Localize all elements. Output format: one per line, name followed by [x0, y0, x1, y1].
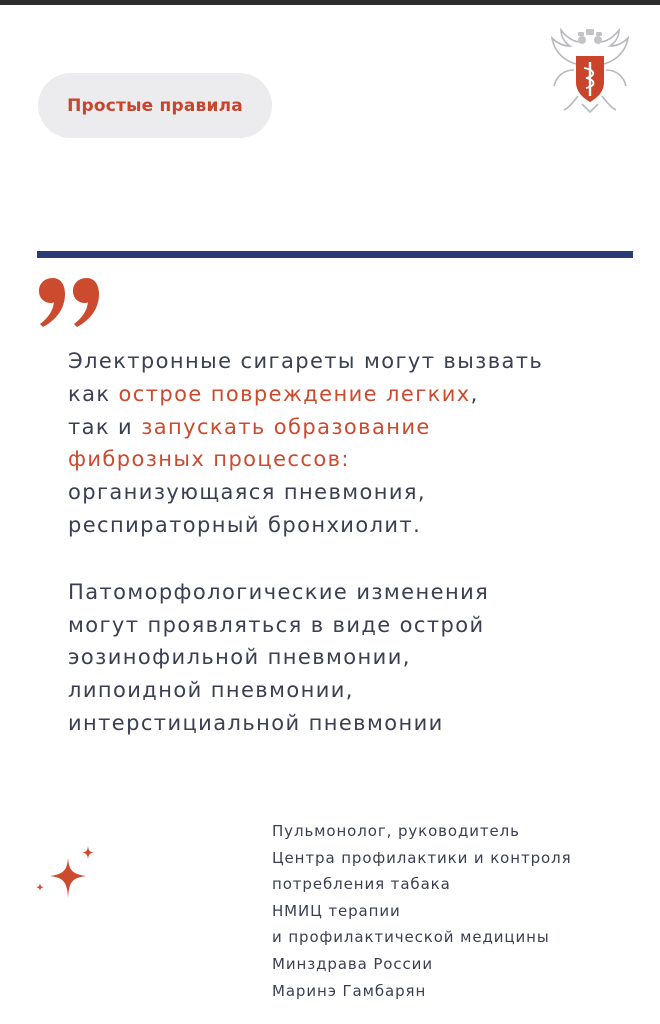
- quote-line: респираторный бронхиолит.: [68, 512, 422, 537]
- quote-paragraph-1: [68, 345, 628, 542]
- signature-line: НМИЦ терапии: [272, 901, 401, 920]
- ministry-emblem-icon: [548, 26, 632, 114]
- highlight-text: острое повреждение легких: [118, 381, 471, 406]
- quote-line: эозинофильной пневмонии,: [68, 645, 411, 670]
- highlight-text: запускать образование: [141, 414, 431, 439]
- signature-line: Центра профилактики и контроля: [272, 848, 572, 867]
- author-signature: [272, 818, 642, 1004]
- sparkle-icon: [28, 840, 108, 910]
- signature-line: Пульмонолог, руководитель: [272, 822, 520, 840]
- quote-line: липоидной пневмонии,: [68, 678, 354, 703]
- quote-line: Электронные сигареты могут вызвать: [68, 349, 544, 373]
- quote-line: Патоморфологические изменения: [68, 579, 490, 604]
- highlight-text: фиброзных процессов:: [68, 447, 350, 472]
- quote-line: как острое повреждение легких,: [68, 381, 479, 406]
- section-divider: [37, 251, 633, 258]
- signature-line: потребления табака: [272, 875, 451, 894]
- signature-line: и профилактической медицины: [272, 928, 550, 947]
- quote-line: организующаяся пневмония,: [68, 480, 426, 505]
- category-badge: [38, 73, 272, 138]
- quote-paragraph-2: [68, 576, 628, 740]
- quote-body: [68, 345, 628, 740]
- top-edge-bar: [0, 0, 660, 5]
- quote-line: так и запускать образование: [68, 414, 431, 439]
- signature-line: Минздрава России: [272, 954, 433, 973]
- quote-line: могут проявляться в виде острой: [68, 612, 485, 637]
- quote-line: интерстициальной пневмонии: [68, 710, 444, 735]
- category-badge-label: Простые правила: [67, 95, 243, 116]
- quote-mark-icon: [37, 276, 107, 328]
- signature-line: Маринэ Гамбарян: [272, 981, 427, 1000]
